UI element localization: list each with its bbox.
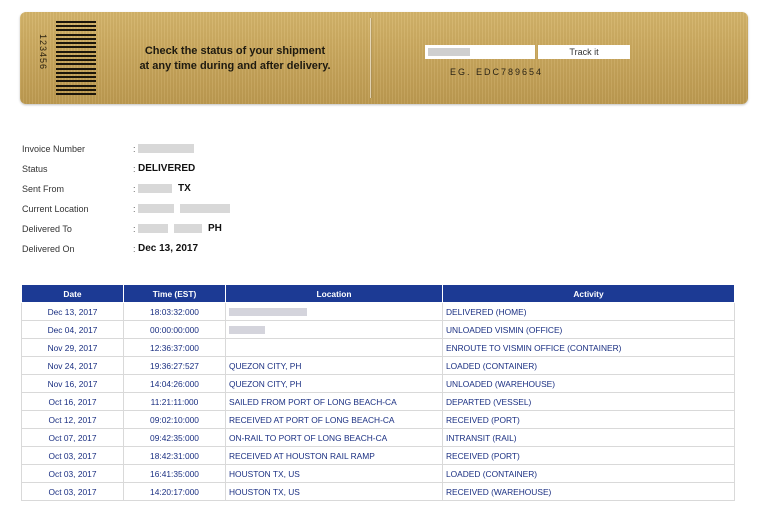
row-activity: DEPARTED (VESSEL) [443, 393, 735, 411]
tracking-number-input[interactable] [425, 45, 535, 59]
barcode-digits: 123456 [38, 34, 48, 71]
table-row [22, 429, 735, 447]
row-date: Nov 24, 2017 [22, 357, 124, 375]
row-location [226, 321, 443, 339]
current-location-value [138, 203, 236, 214]
row-location [226, 303, 443, 321]
column-header-activity: Activity [443, 285, 735, 303]
table-row [22, 393, 735, 411]
row-time: 14:20:17:000 [124, 483, 226, 501]
row-activity: INTRANSIT (RAIL) [443, 429, 735, 447]
delivered-to-country: PH [208, 223, 222, 234]
banner-headline [120, 44, 350, 74]
row-location: HOUSTON TX, US [226, 465, 443, 483]
table-row [22, 465, 735, 483]
redacted-value [174, 224, 202, 233]
row-date: Dec 04, 2017 [22, 321, 124, 339]
row-time: 14:04:26:000 [124, 375, 226, 393]
row-date: Oct 12, 2017 [22, 411, 124, 429]
table-header-row [22, 285, 735, 303]
track-shipment-banner [20, 12, 748, 104]
row-activity: UNLOADED (WAREHOUSE) [443, 375, 735, 393]
redacted-value [229, 308, 307, 316]
table-row [22, 357, 735, 375]
row-location: QUEZON CITY, PH [226, 357, 443, 375]
row-time: 18:42:31:000 [124, 447, 226, 465]
colon: : [133, 144, 136, 154]
redacted-value [138, 144, 194, 153]
row-time: 19:36:27:527 [124, 357, 226, 375]
sent-from-value [138, 183, 191, 194]
sent-from-state: TX [178, 183, 191, 194]
table-row [22, 483, 735, 501]
banner-headline-line1: Check the status of your shipment [144, 45, 326, 57]
row-time: 18:03:32:000 [124, 303, 226, 321]
row-time: 09:02:10:000 [124, 411, 226, 429]
redacted-value [138, 184, 172, 193]
current-location-label: Current Location [22, 204, 89, 214]
row-location: ON-RAIL TO PORT OF LONG BEACH-CA [226, 429, 443, 447]
column-header-time: Time (EST) [124, 285, 226, 303]
row-activity: RECEIVED (PORT) [443, 411, 735, 429]
row-time: 09:42:35:000 [124, 429, 226, 447]
row-location: HOUSTON TX, US [226, 483, 443, 501]
row-location: SAILED FROM PORT OF LONG BEACH-CA [226, 393, 443, 411]
redacted-value [138, 204, 174, 213]
delivered-to-value [138, 223, 222, 234]
table-row [22, 321, 735, 339]
table-row [22, 375, 735, 393]
table-row [22, 411, 735, 429]
row-date: Oct 03, 2017 [22, 447, 124, 465]
delivered-on-label: Delivered On [22, 244, 75, 254]
delivered-on-value: Dec 13, 2017 [138, 243, 199, 254]
row-location: QUEZON CITY, PH [226, 375, 443, 393]
row-location: RECEIVED AT PORT OF LONG BEACH-CA [226, 411, 443, 429]
tracking-example-hint: EG. EDC789654 [450, 67, 544, 77]
colon: : [133, 184, 136, 194]
invoice-number-label: Invoice Number [22, 144, 86, 154]
table-row [22, 303, 735, 321]
track-it-button[interactable]: Track it [538, 45, 630, 59]
banner-headline-line2: at any time during and after delivery. [139, 60, 331, 72]
row-activity: UNLOADED VISMIN (OFFICE) [443, 321, 735, 339]
sent-from-label: Sent From [22, 184, 65, 194]
row-activity: RECEIVED (PORT) [443, 447, 735, 465]
row-date: Oct 03, 2017 [22, 465, 124, 483]
colon: : [133, 204, 136, 214]
row-activity: DELIVERED (HOME) [443, 303, 735, 321]
redacted-value [229, 326, 265, 334]
redacted-value [428, 48, 470, 56]
table-body [22, 303, 735, 501]
row-time: 16:41:35:000 [124, 465, 226, 483]
row-date: Oct 07, 2017 [22, 429, 124, 447]
tracking-history-table [21, 284, 735, 501]
colon: : [133, 164, 136, 174]
row-activity: LOADED (CONTAINER) [443, 465, 735, 483]
row-location: RECEIVED AT HOUSTON RAIL RAMP [226, 447, 443, 465]
status-value: DELIVERED [138, 163, 196, 174]
table-row [22, 447, 735, 465]
row-activity: LOADED (CONTAINER) [443, 357, 735, 375]
colon: : [133, 224, 136, 234]
status-label: Status [22, 164, 48, 174]
row-activity: RECEIVED (WAREHOUSE) [443, 483, 735, 501]
column-header-date: Date [22, 285, 124, 303]
invoice-number-value [138, 143, 200, 154]
banner-divider [370, 18, 371, 98]
table-row [22, 339, 735, 357]
column-header-location: Location [226, 285, 443, 303]
row-location [226, 339, 443, 357]
row-date: Nov 16, 2017 [22, 375, 124, 393]
redacted-value [180, 204, 230, 213]
row-activity: ENROUTE TO VISMIN OFFICE (CONTAINER) [443, 339, 735, 357]
row-time: 12:36:37:000 [124, 339, 226, 357]
row-time: 11:21:11:000 [124, 393, 226, 411]
row-date: Oct 16, 2017 [22, 393, 124, 411]
row-time: 00:00:00:000 [124, 321, 226, 339]
barcode-icon [56, 21, 96, 95]
row-date: Nov 29, 2017 [22, 339, 124, 357]
redacted-value [138, 224, 168, 233]
colon: : [133, 244, 136, 254]
delivered-to-label: Delivered To [22, 224, 72, 234]
row-date: Oct 03, 2017 [22, 483, 124, 501]
row-date: Dec 13, 2017 [22, 303, 124, 321]
